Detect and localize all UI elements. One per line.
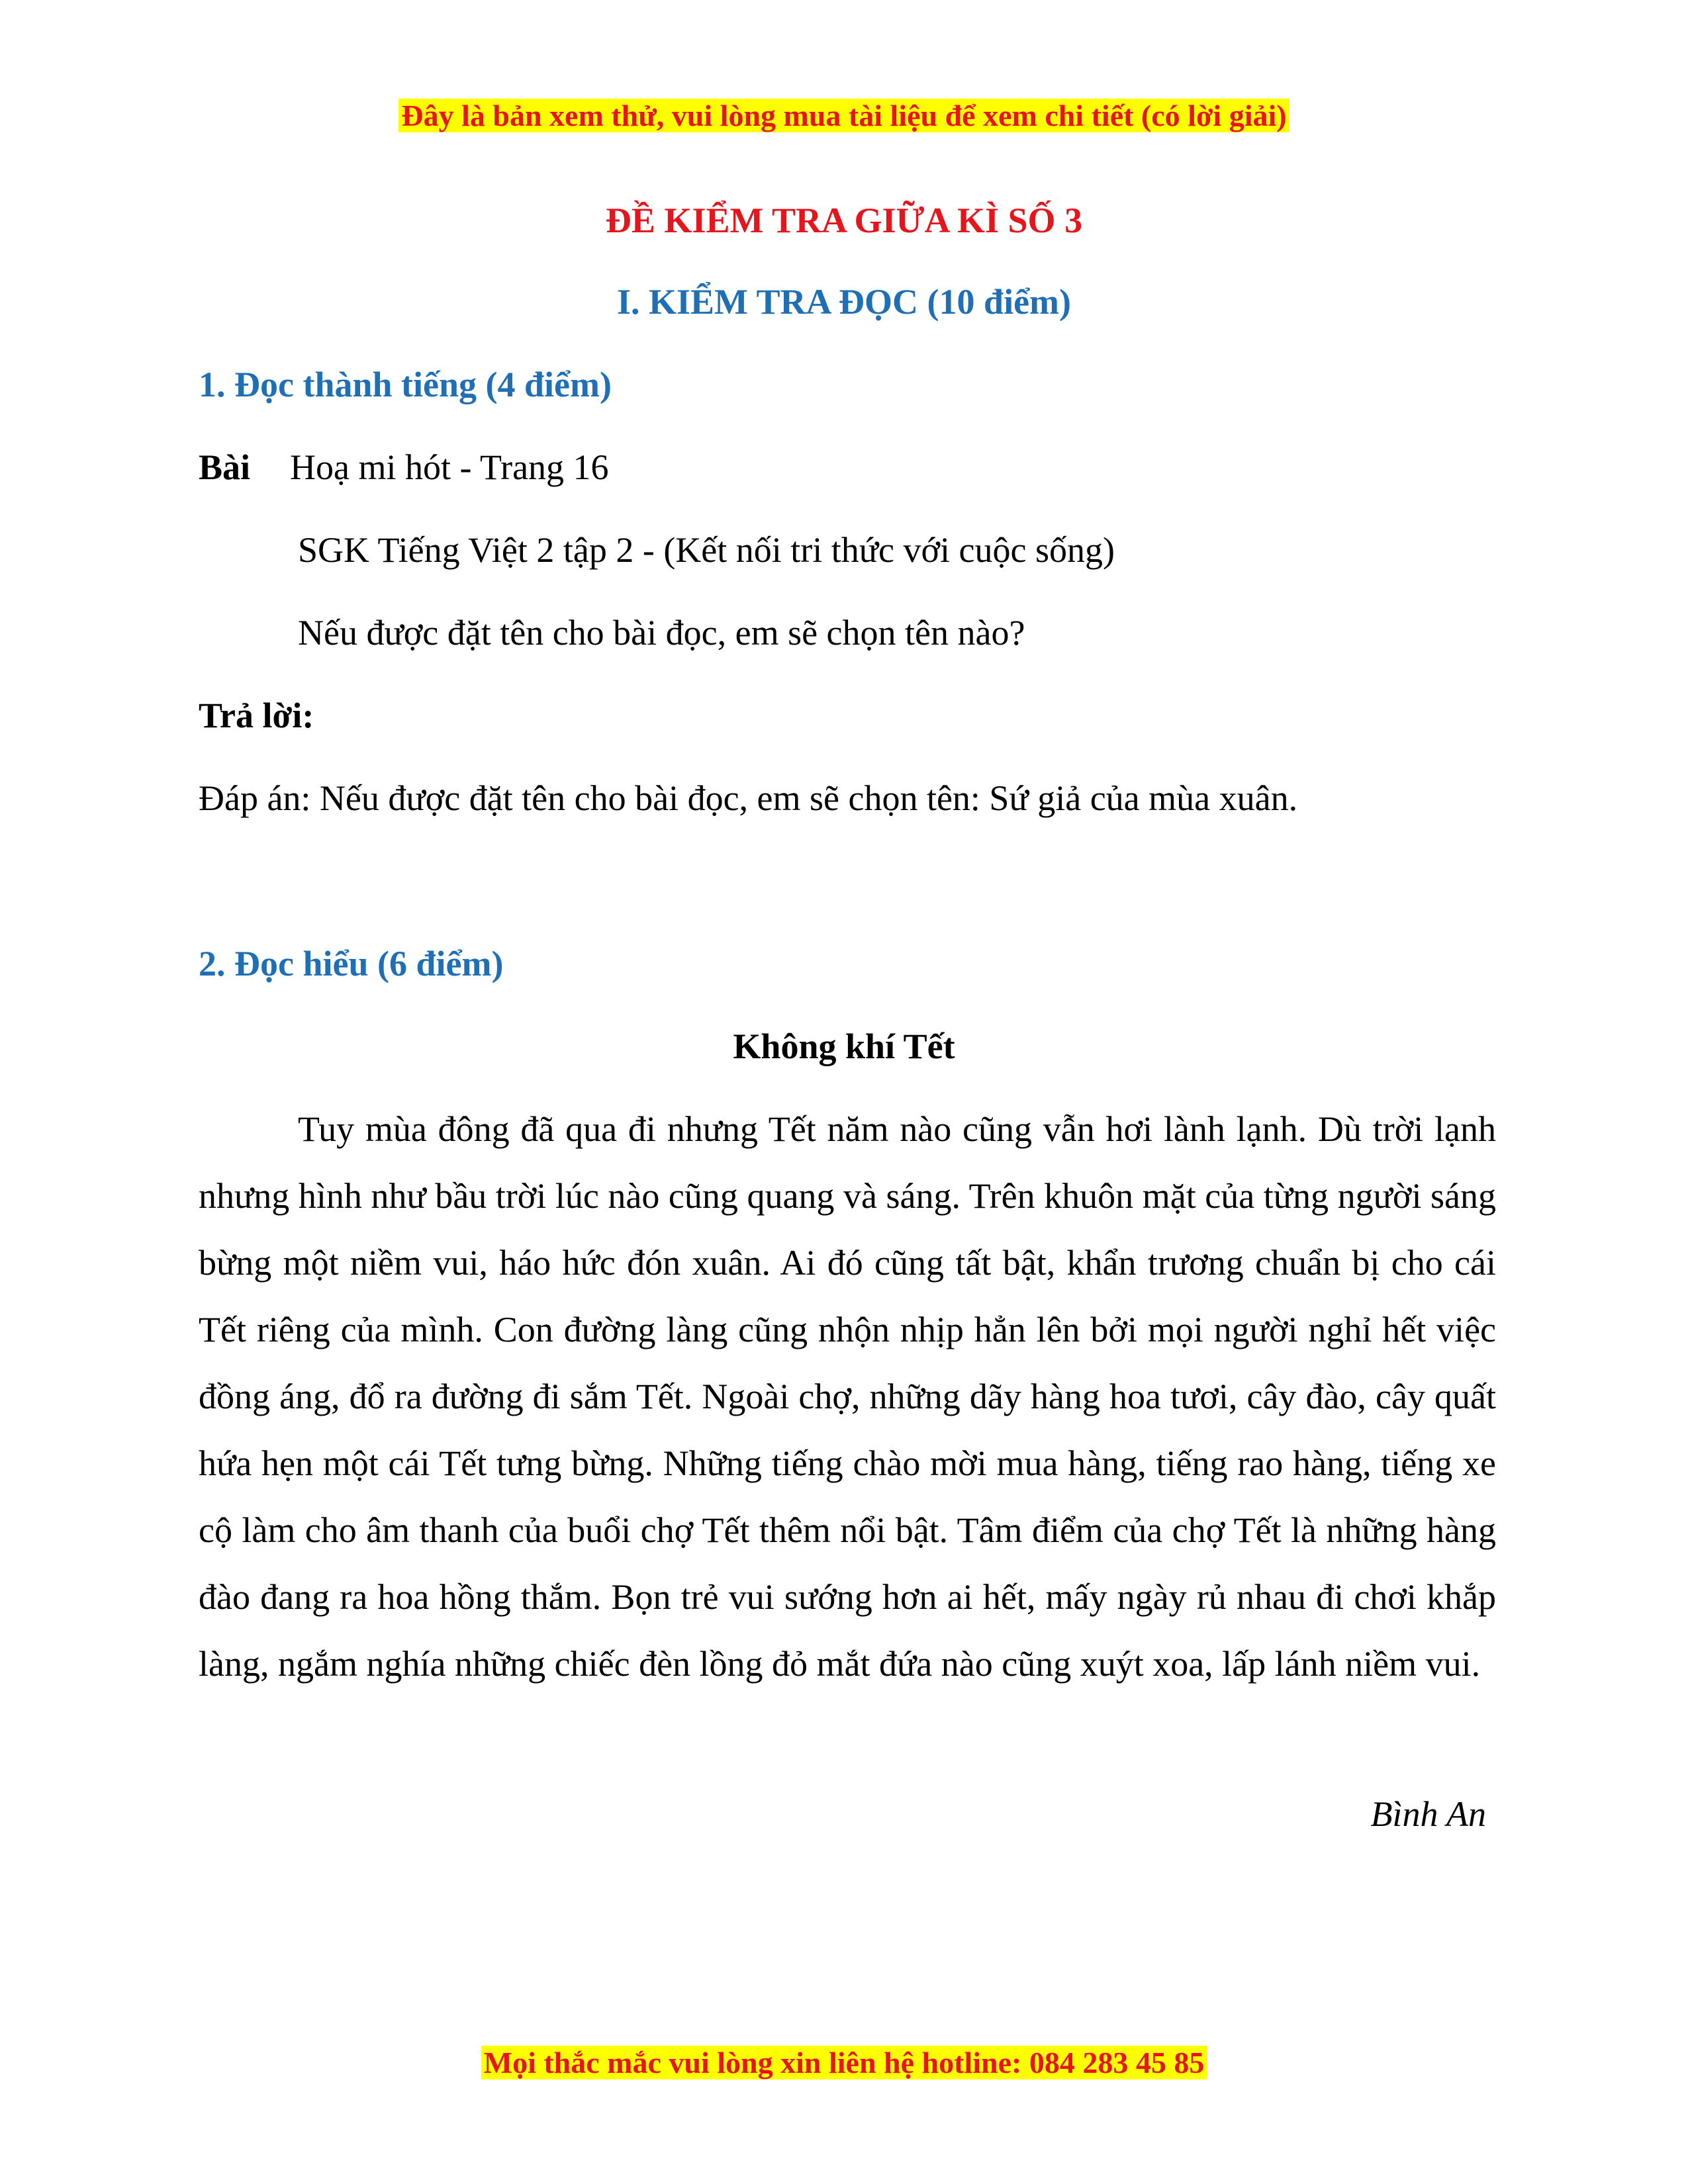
lesson-row bbox=[199, 447, 609, 488]
exam-title: ĐỀ KIỂM TRA GIỮA KÌ SỐ 3 bbox=[605, 201, 1083, 240]
passage-author: Bình An bbox=[1370, 1794, 1486, 1834]
textbook-reference: SGK Tiếng Việt 2 tập 2 - (Kết nối tri thức với cuộc sống) bbox=[298, 530, 1115, 570]
preview-notice: Đây là bản xem thử, vui lòng mua tài liệu để xem chi tiết (có lời giải) bbox=[399, 99, 1289, 132]
passage-title: Không khí Tết bbox=[733, 1026, 955, 1066]
part2-heading: 2. Đọc hiểu (6 điểm) bbox=[199, 944, 504, 983]
footer-contact: Mọi thắc mắc vui lòng xin liên hệ hotline: 084 283 45 85 bbox=[481, 2046, 1207, 2079]
passage-text: Tuy mùa đông đã qua đi nhưng Tết năm nào cũng vẫn hơi lành lạnh. Dù trời lạnh nhưng hình như bầu trời lúc nào cũng quang và sáng. Trên khuôn mặt của từng người sáng bừng một niềm vui, háo hức đón xuân. Ai đó cũng tất bật, khẩn trương chuẩn bị cho cái Tết riêng của mình. Con đường làng cũng nhộn nhịp hẳn lên bởi mọi người nghỉ hết việc đồng áng, đổ ra đường đi sắm Tết. Ngoài chợ, những dãy hàng hoa tươi, cây đào, cây quất hứa hẹn một cái Tết tưng bừng. Những tiếng chào mời mua hàng, tiếng rao hàng, tiếng xe cộ làm cho âm thanh của buổi chợ Tết thêm nổi bật. Tâm điểm của chợ Tết là những hàng đào đang ra hoa hồng thắm. Bọn trẻ vui sướng hơn ai hết, mấy ngày rủ nhau đi chơi khắp làng, ngắm nghía những chiếc đèn lồng đỏ mắt đứa nào cũng xuýt xoa, lấp lánh niềm vui. bbox=[199, 1109, 1496, 1684]
footer-contact-row bbox=[0, 2045, 1688, 2080]
preview-notice-row bbox=[0, 98, 1688, 133]
answer-text: Đáp án: Nếu được đặt tên cho bài đọc, em sẽ chọn tên: Sứ giả của mùa xuân. bbox=[199, 778, 1298, 818]
lesson-label: Bài bbox=[199, 447, 251, 487]
reading-question: Nếu được đặt tên cho bài đọc, em sẽ chọn tên nào? bbox=[298, 613, 1025, 653]
section-title: I. KIỂM TRA ĐỌC (10 điểm) bbox=[616, 282, 1072, 322]
answer-label: Trả lời: bbox=[199, 696, 314, 735]
part1-heading: 1. Đọc thành tiếng (4 điểm) bbox=[199, 365, 612, 404]
reading-passage bbox=[199, 1096, 1496, 1698]
lesson-name: Hoạ mi hót - Trang 16 bbox=[290, 447, 609, 487]
